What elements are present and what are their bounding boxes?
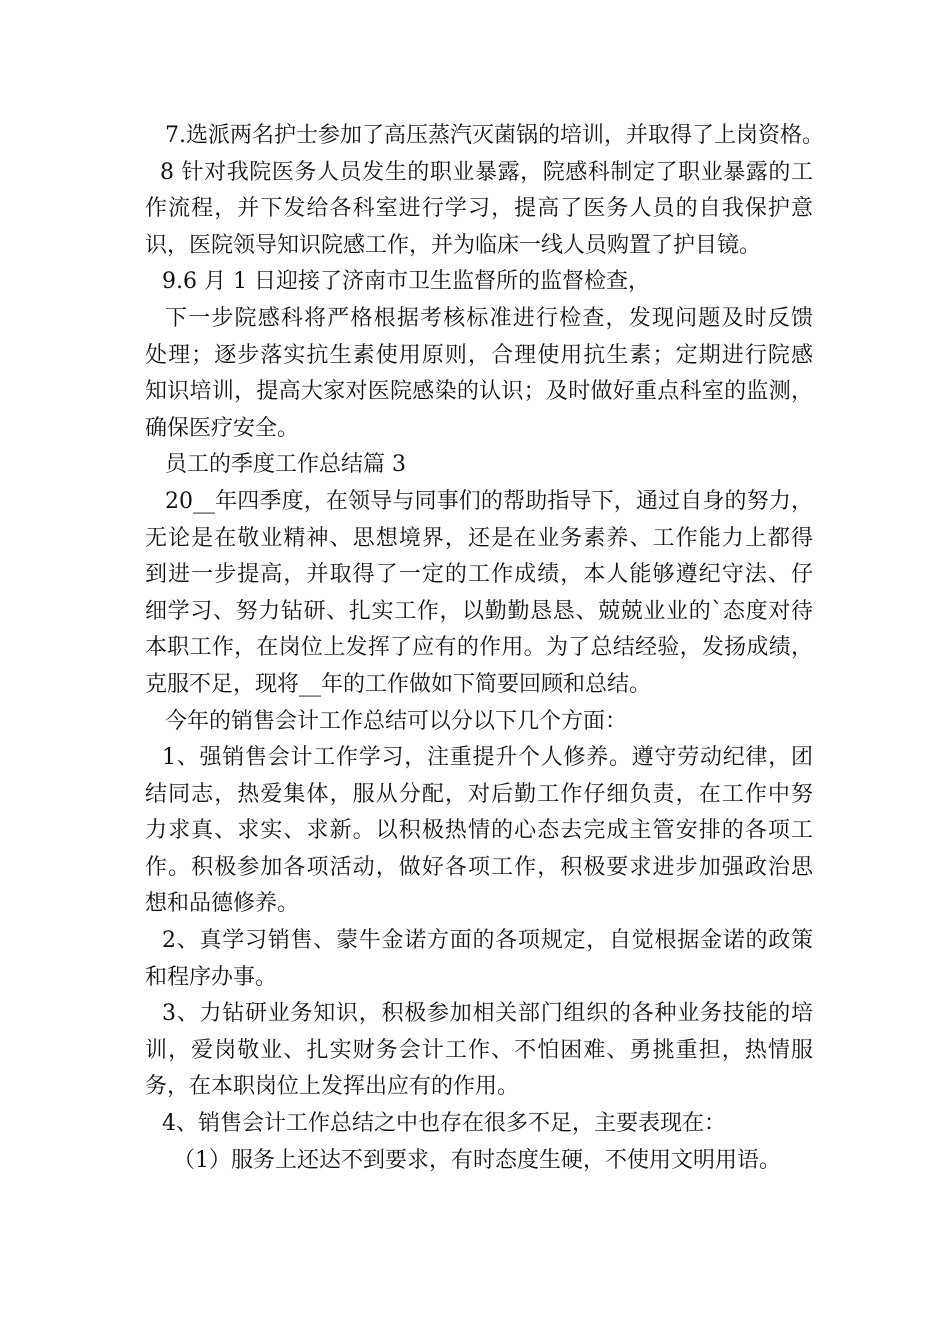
text-line: 作流程，并下发给各科室进行学习，提高了医务人员的自我保护意	[145, 196, 813, 222]
text-line: 知识培训，提高大家对医院感染的认识；及时做好重点科室的监测，	[145, 379, 813, 405]
text-line: 20__年四季度，在领导与同事们的帮助指导下，通过自身的努力，	[165, 488, 813, 514]
text-line: 无论是在敬业精神、思想境界，还是在业务素养、工作能力上都得	[145, 525, 813, 551]
text-line: 本职工作，在岗位上发挥了应有的作用。为了总结经验，发扬成绩，	[145, 635, 813, 661]
text-line: 识，医院领导知识院感工作，并为临床一线人员购置了护目镜。	[145, 232, 762, 258]
text-line: 今年的销售会计工作总结可以分以下几个方面：	[165, 708, 628, 734]
text-line: 细学习、努力钻研、扎实工作，以勤勤恳恳、兢兢业业的`态度对待	[145, 598, 813, 624]
text-line: 下一步院感科将严格根据考核标准进行检查，发现问题及时反馈	[165, 305, 813, 331]
text-line: 处理；逐步落实抗生素使用原则，合理使用抗生素；定期进行院感	[145, 342, 813, 368]
text-line: 9.6 月 1 日迎接了济南市卫生监督所的监督检查，	[162, 269, 650, 295]
text-line: 和程序办事。	[145, 964, 278, 990]
text-line: 7.选派两名护士参加了高压蒸汽灭菌锅的培训，并取得了上岗资格。	[165, 123, 824, 148]
text-line: 到进一步提高，并取得了一定的工作成绩，本人能够遵纪守法、仔	[145, 562, 813, 588]
text-line: 克服不足，现将__年的工作做如下简要回顾和总结。	[145, 671, 652, 697]
document-body	[145, 118, 824, 1179]
text-line: （1）服务上还达不到要求，有时态度生硬，不使用文明用语。	[173, 1147, 781, 1173]
text-line: 务，在本职岗位上发挥出应有的作用。	[145, 1074, 520, 1100]
text-line: 员工的季度工作总结篇 3	[165, 452, 406, 478]
text-line: 作。积极参加各项活动，做好各项工作，积极要求进步加强政治思	[145, 854, 813, 880]
text-line: 2、真学习销售、蒙牛金诺方面的各项规定，自觉根据金诺的政策	[162, 928, 813, 954]
text-line: 8 针对我院医务人员发生的职业暴露，院感科制定了职业暴露的工	[160, 159, 813, 185]
text-line: 3、力钻研业务知识，积极参加相关部门组织的各种业务技能的培	[162, 1001, 813, 1027]
text-line: 确保医疗安全。	[145, 415, 300, 441]
text-line: 4、销售会计工作总结之中也存在很多不足，主要表现在：	[162, 1111, 726, 1137]
text-line: 力求真、求实、求新。以积极热情的心态去完成主管安排的各项工	[145, 818, 813, 844]
text-line: 结同志，热爱集体，服从分配，对后勤工作仔细负责，在工作中努	[145, 781, 813, 807]
text-line: 训，爱岗敬业、扎实财务会计工作、不怕困难、勇挑重担，热情服	[145, 1037, 813, 1063]
text-line: 想和品德修养。	[145, 891, 300, 917]
text-line: 1、强销售会计工作学习，注重提升个人修养。遵守劳动纪律，团	[162, 745, 813, 771]
